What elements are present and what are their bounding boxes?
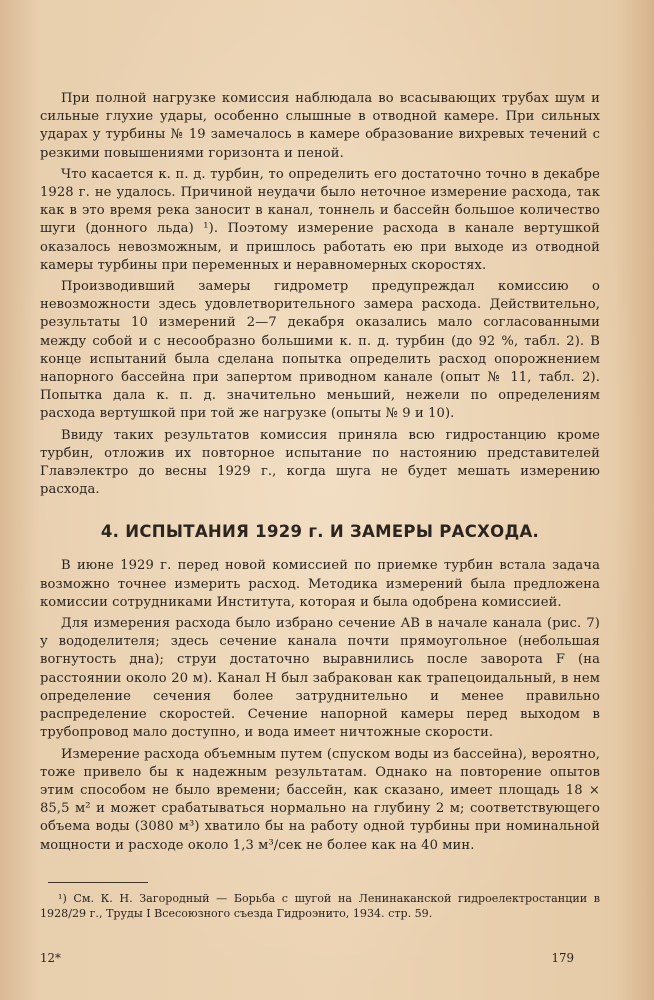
paragraph: Измерение расхода объемным путем (спуском воды из бассейна), вероятно, тоже привело бы к надежным результатам. Однако на повторение опытов этим способом не было времени; бассейн, как сказано, имеет площадь 18 × 85,5 м² и может срабатываться нормально на глубину 2 м; соответствующего объема воды (3080 м³) хватило бы на работу одной турбины при номинальной мощности и расходе около 1,3 м³/сек не более как на 40 мин. bbox=[40, 746, 600, 853]
paragraph: При полной нагрузке комиссия наблюдала во всасывающих трубах шум и сильные глухие удары, особенно слышные в отводной камере. При сильных ударах у турбины № 19 замечалось в камере образование вихревых течений с резкими повышениями горизонта и пеной. bbox=[40, 91, 600, 161]
page-footer bbox=[40, 950, 574, 966]
paragraph: Ввиду таких результатов комиссия приняла всю гидростанцию кроме турбин, отложив их повторное испытание по настоянию представителей Главэлектро до весны 1929 г., когда шуга не будет мешать измерению расхода. bbox=[40, 427, 600, 498]
paragraph: Что касается к. п. д. турбин, то определить его достаточно точно в декабре 1928 г. не удалось. Причиной неудачи было неточное измерение расхода, так как в это время река заносит в канал, тоннель и бассейн большое количество шуги (донного льда) ¹). Поэтому измерение расхода в канале вертушкой оказалось невозможным, и пришлось работать ею при выходе из отводной камеры турбины при переменных и неравномерных скоростях. bbox=[40, 166, 600, 273]
page-number: 179 bbox=[551, 951, 574, 965]
paragraph: Производивший замеры гидрометр предупреждал комиссию о невозможности здесь удовлетворительного замера расхода. Действительно, результаты 10 измерений 2—7 декабря оказались мало согласованными между собой и с несообразно большими к. п. д. турбин (до 92 %, табл. 2). В конце испытаний была сделана попытка определить расход опорожнением напорного бассейна при запертом приводном канале (опыт № 11, табл. 2). Попытка дала к. п. д. значительно меньший, нежели по определениям расхода вертушкой при той же нагрузке (опыты № 9 и 10). bbox=[40, 279, 600, 422]
signature-mark: 12* bbox=[40, 951, 61, 965]
footnote bbox=[40, 891, 600, 922]
paragraph: В июне 1929 г. перед новой комиссией по приемке турбин встала задача возможно точнее измерить расход. Методика измерений была предложена комиссии сотрудниками Института, которая и была одобрена комиссией. bbox=[40, 558, 600, 610]
footnote-text: ¹) См. К. Н. Загородный — Борьба с шугой на Ленинаканской гидроелектростанции в 1928/29 г., Труды I Всесоюзного съезда Гидроэнито, 1934. стр. 59. bbox=[40, 891, 600, 921]
paragraph: Для измерения расхода было избрано сечение AB в начале канала (рис. 7) у вододелителя; здесь сечение канала почти прямоугольное (небольшая вогнутость дна); струи достаточно выравнились после заворота F (на расстоянии около 20 м). Канал H был забракован как трапецоидальный, в нем определение сечения более затруднительно и менее правильно распределение скоростей. Сечение напорной камеры перед выходом в трубопровод мало доступно, и вода имеет ничтожные скорости. bbox=[40, 616, 600, 741]
body-text-top bbox=[40, 90, 600, 499]
body-text-bottom bbox=[40, 557, 600, 854]
footnote-divider bbox=[48, 882, 148, 883]
section-heading: 4. ИСПЫТАНИЯ 1929 г. И ЗАМЕРЫ РАСХОДА. bbox=[100, 522, 540, 542]
